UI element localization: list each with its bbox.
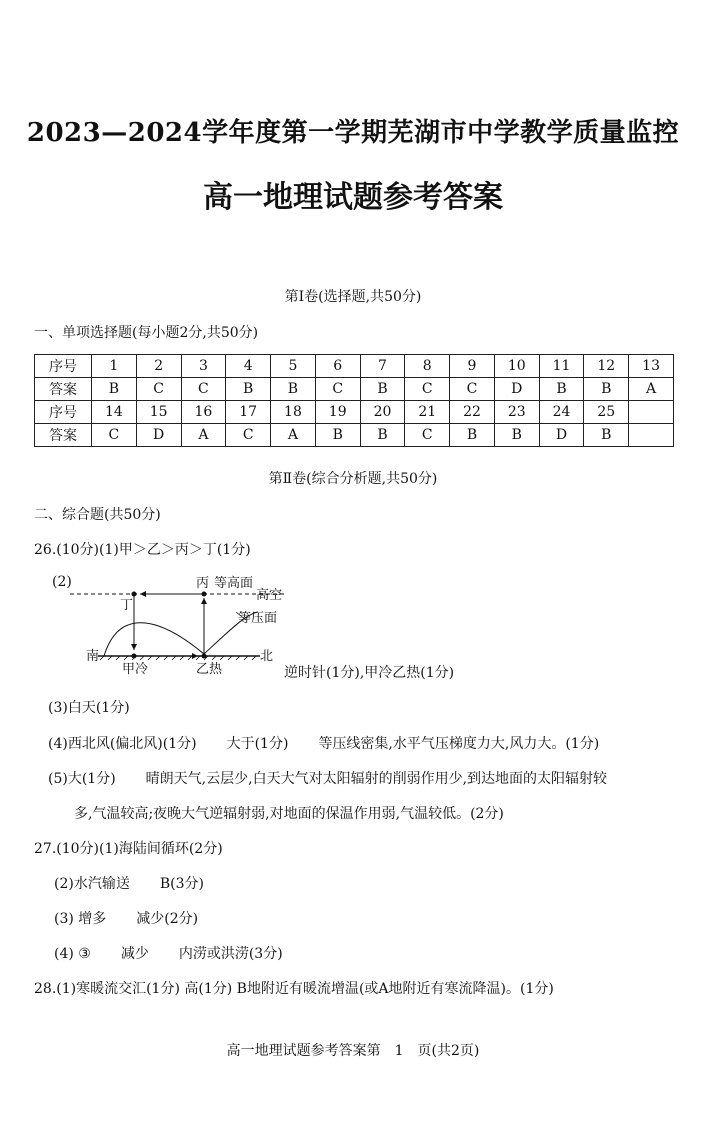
table-cell: C <box>181 378 226 401</box>
table-cell: 15 <box>136 401 181 424</box>
table-cell: C <box>315 378 360 401</box>
q27-sub4 <box>54 943 283 963</box>
q26-sub4 <box>48 733 599 753</box>
table-cell: C <box>92 424 137 447</box>
table-cell: A <box>629 378 674 401</box>
table-cell: 21 <box>405 401 450 424</box>
table-cell: 20 <box>360 401 405 424</box>
q26-line1: 26.(10分)(1)甲＞乙＞丙＞丁(1分) <box>34 542 251 558</box>
label-bing: 丙 <box>196 576 210 591</box>
q27-sub4-a: (4) ③ <box>54 946 91 962</box>
table-cell: B <box>494 424 539 447</box>
table-cell: 23 <box>494 401 539 424</box>
q26-sub3: (3)白天(1分) <box>48 700 130 716</box>
table-cell: 6 <box>315 355 360 378</box>
table-cell: 7 <box>360 355 405 378</box>
table-cell: 22 <box>450 401 495 424</box>
q26-sub2-answer: 逆时针(1分),甲冷乙热(1分) <box>284 665 455 681</box>
table-cell: 25 <box>584 401 629 424</box>
point-ding <box>132 592 137 597</box>
table-cell: B <box>92 378 137 401</box>
table-row-label: 答案 <box>35 378 92 401</box>
part2-heading: 第Ⅱ卷(综合分析题,共50分) <box>268 471 438 487</box>
label-isobar: 等压面 <box>238 611 278 626</box>
table-cell: 5 <box>271 355 316 378</box>
q27-sub2-a: (2)水汽输送 <box>54 876 130 892</box>
table-cell: 17 <box>226 401 271 424</box>
label-ding: 丁 <box>120 598 134 613</box>
table-cell: 14 <box>92 401 137 424</box>
table-cell <box>629 424 674 447</box>
table-row <box>35 424 674 447</box>
table-cell: D <box>539 424 584 447</box>
q26-sub5 <box>48 768 607 788</box>
document-subtitle: 高一地理试题参考答案 <box>203 180 503 215</box>
label-isohypse: 等高面 <box>214 576 254 591</box>
table-cell: 10 <box>494 355 539 378</box>
table-cell: B <box>315 424 360 447</box>
label-jia-cold: 甲冷 <box>122 662 149 676</box>
table-cell: 8 <box>405 355 450 378</box>
point-bing <box>202 592 207 597</box>
q27-line1: 27.(10分)(1)海陆间循环(2分) <box>34 841 223 857</box>
table-cell: 4 <box>226 355 271 378</box>
q27-sub2-b: B(3分) <box>159 876 204 892</box>
table-cell: 9 <box>450 355 495 378</box>
answer-table <box>34 354 674 447</box>
q27-sub4-b: 减少 <box>120 946 149 962</box>
table-cell: 13 <box>629 355 674 378</box>
label-high-altitude: 高空 <box>256 588 283 603</box>
table-cell: 16 <box>181 401 226 424</box>
table-cell: 12 <box>584 355 629 378</box>
table-cell: B <box>539 378 584 401</box>
table-cell: 3 <box>181 355 226 378</box>
table-row-label: 序号 <box>35 355 92 378</box>
table-cell: 11 <box>539 355 584 378</box>
table-row <box>35 378 674 401</box>
q27-sub4-c: 内涝或洪涝(3分) <box>178 946 283 962</box>
table-cell: C <box>450 378 495 401</box>
section1-heading: 一、单项选择题(每小题2分,共50分) <box>34 325 259 341</box>
point-yi <box>202 654 207 659</box>
table-cell: 19 <box>315 401 360 424</box>
label-north: 北 <box>260 649 274 664</box>
table-cell: C <box>226 424 271 447</box>
table-cell: B <box>584 378 629 401</box>
isobar-curve-near-ground <box>104 623 204 656</box>
table-cell: B <box>360 424 405 447</box>
part1-heading: 第Ⅰ卷(选择题,共50分) <box>284 289 422 305</box>
table-cell: B <box>584 424 629 447</box>
q26-sub5-a: (5)大(1分) <box>48 771 116 787</box>
table-cell: C <box>405 424 450 447</box>
q26-sub5-c: 多,气温较高;夜晚大气逆辐射弱,对地面的保温作用弱,气温较低。(2分) <box>74 806 504 822</box>
table-row-label: 序号 <box>35 401 92 424</box>
q27-sub2 <box>54 873 204 893</box>
table-cell: C <box>136 378 181 401</box>
table-cell: A <box>181 424 226 447</box>
table-cell: 2 <box>136 355 181 378</box>
table-row <box>35 401 674 424</box>
table-cell: A <box>271 424 316 447</box>
table-cell: B <box>450 424 495 447</box>
section2-heading: 二、综合题(共50分) <box>34 507 161 523</box>
q26-sub4-b: 大于(1分) <box>226 736 289 752</box>
q27-sub3-a: (3) 增多 <box>54 911 107 927</box>
q27-sub3 <box>54 908 198 928</box>
table-cell: B <box>271 378 316 401</box>
table-cell: 18 <box>271 401 316 424</box>
table-cell: C <box>405 378 450 401</box>
label-yi-hot: 乙热 <box>196 662 223 676</box>
label-south: 南 <box>86 649 100 664</box>
table-cell <box>629 401 674 424</box>
q27-sub3-b: 减少(2分) <box>136 911 199 927</box>
table-cell: 1 <box>92 355 137 378</box>
table-cell: 24 <box>539 401 584 424</box>
table-cell: B <box>360 378 405 401</box>
q26-sub5-b: 晴朗天气,云层少,白天大气对太阳辐射的削弱作用少,到达地面的太阳辐射较 <box>145 771 608 787</box>
thermal-circulation-diagram <box>60 572 290 676</box>
document-title: 2023—2024学年度第一学期芜湖市中学教学质量监控 <box>26 118 680 148</box>
q26-sub4-a: (4)西北风(偏北风)(1分) <box>48 736 197 752</box>
point-jia <box>132 654 137 659</box>
table-cell: B <box>226 378 271 401</box>
page-footer: 高一地理试题参考答案第 1 页(共2页) <box>226 1043 480 1059</box>
q28-line1: 28.(1)寒暖流交汇(1分) 高(1分) B地附近有暖流增温(或A地附近有寒流降温)。(1分) <box>34 981 554 997</box>
q26-sub2-label: (2) <box>52 574 72 590</box>
table-cell: D <box>136 424 181 447</box>
table-cell: D <box>494 378 539 401</box>
table-row-label: 答案 <box>35 424 92 447</box>
table-row <box>35 355 674 378</box>
q26-sub4-c: 等压线密集,水平气压梯度力大,风力大。(1分) <box>318 736 600 752</box>
